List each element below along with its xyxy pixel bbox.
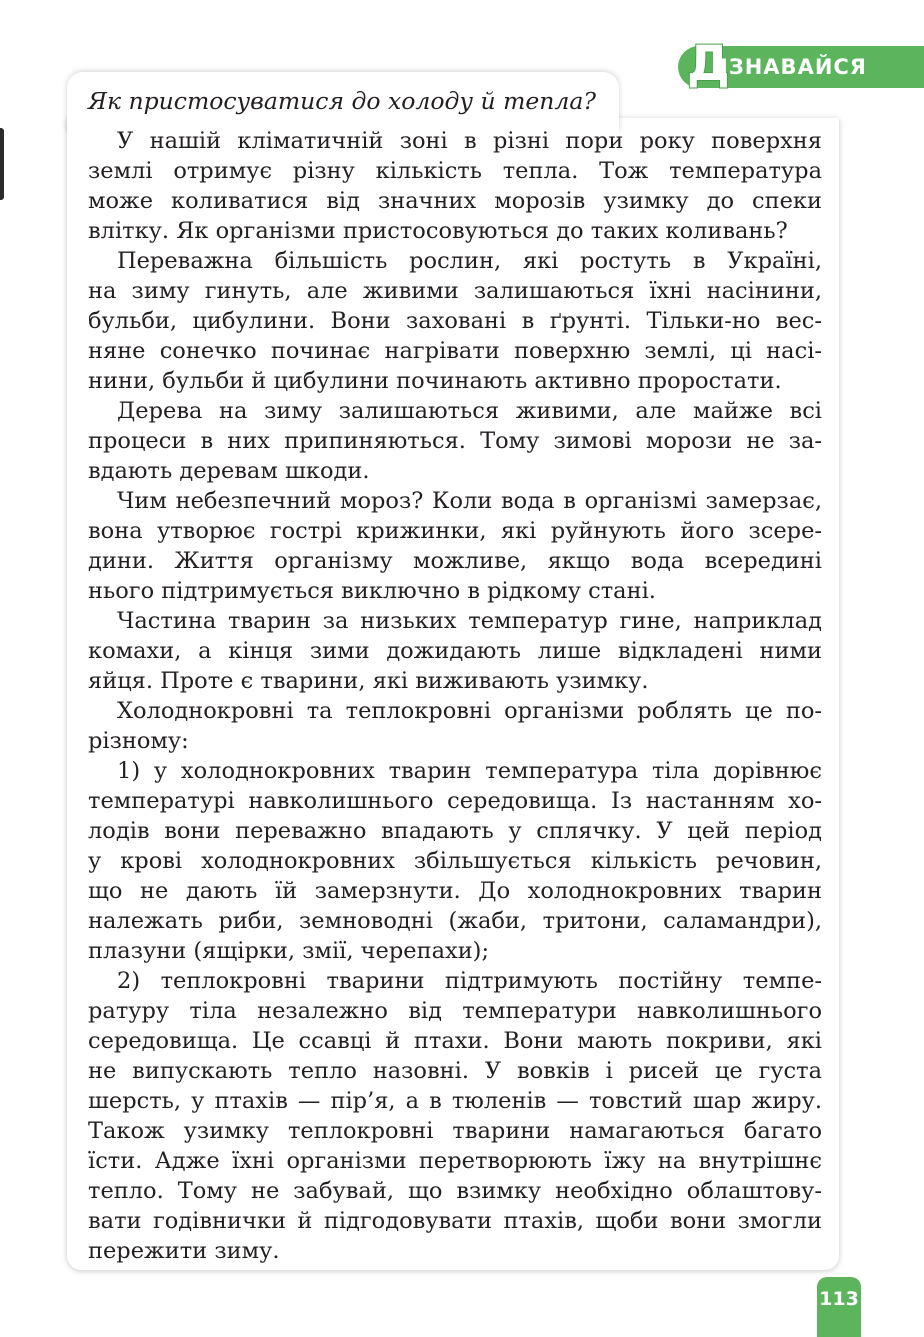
text-line: дини. Життя організму можливе, якщо вода всередині [88,548,822,574]
text-line: вати годівнички й підгодовувати птахів, щоби вони змогли [88,1208,822,1234]
text-line: няне сонечко починає нагрівати поверхню землі, ці насі- [88,338,822,364]
text-line: плазуни (ящірки, змії, черепахи); [88,938,490,964]
text-line: Холоднокровні та теплокровні організми роблять це по- [117,698,822,724]
text-line: на зиму гинуть, але живими залишаються їхні насінини, [88,278,822,304]
text-line: їсти. Адже їхні організми перетворюють їжу на внутрішнє [88,1148,822,1174]
text-line: 1) у холоднокровних тварин температура тіла дорівнює [117,758,822,784]
text-line: лодів вони переважно впадають у сплячку. У цей період [88,818,822,844]
text-line: може коливатися від значних морозів узимку до спеки [88,188,822,214]
text-line: комахи, а кінця зими дожидають лише відкладені ними [88,638,822,664]
text-line: вдають деревам шкоди. [88,458,370,484]
text-line: середовища. Це ссавці й птахи. Вони мають покриви, які [88,1028,822,1054]
text-line: землі отримує різну кількість тепла. Тож температура [88,158,822,184]
text-line: Переважна більшість рослин, які ростуть в Україні, [117,248,822,274]
text-line: не випускають тепло назовні. У вовків і рисей це густа [88,1058,822,1084]
text-line: вона утворює гострі крижинки, які руйнують його зсере- [88,518,822,544]
section-badge-initial: Д [687,36,730,92]
text-line: 2) теплокровні тварини підтримують постійну темпе- [117,968,822,994]
text-line: що не дають їй замерзнути. До холоднокровних тварин [88,878,822,904]
section-badge-label: ІЗНАВАЙСЯ [720,55,867,79]
section-badge [678,36,924,92]
page-number: 113 [819,1288,859,1310]
text-line: пережити зиму. [88,1238,280,1264]
text-line: Чим небезпечний мороз? Коли вода в організмі замерзає, [117,488,822,514]
text-line: температурі навколишнього середовища. Із настанням хо- [88,788,822,814]
left-edge-mark [0,128,4,200]
text-line: нини, бульби й цибулини починають активно проростати. [88,368,782,394]
text-line: належать риби, земноводні (жаби, тритони, саламандри), [88,908,822,934]
text-line: шерсть, у птахів — пір’я, а в тюленів — товстий шар жиру. [88,1088,822,1114]
text-line: бульби, цибулини. Вони заховані в ґрунті. Тільки-но вес- [88,308,822,334]
text-line: Частина тварин за низьких температур гине, наприклад [117,608,822,634]
text-line: ратуру тіла незалежно від температури навколишнього [88,998,822,1024]
text-line: у крові холоднокровних збільшується кількість речовин, [88,848,822,874]
text-line: процеси в них припиняються. Тому зимові морози не за- [88,428,822,454]
text-line: Дерева на зиму залишаються живими, але майже всі [117,398,822,424]
text-line: нього підтримується виключно в рідкому стані. [88,578,656,604]
text-line: яйця. Проте є тварини, які виживають узимку. [88,668,649,694]
text-line: різному: [88,728,189,754]
text-line: У нашій кліматичній зоні в різні пори року поверхня [117,128,822,154]
text-line: влітку. Як організми пристосовуються до таких коливань? [88,218,788,244]
article-body [88,126,822,1266]
text-line: тепло. Тому не забувай, що взимку необхідно облаштову- [88,1178,822,1204]
text-line: Також узимку теплокровні тварини намагаються багато [88,1118,822,1144]
article-heading: Як пристосуватися до холоду й тепла? [88,87,597,115]
